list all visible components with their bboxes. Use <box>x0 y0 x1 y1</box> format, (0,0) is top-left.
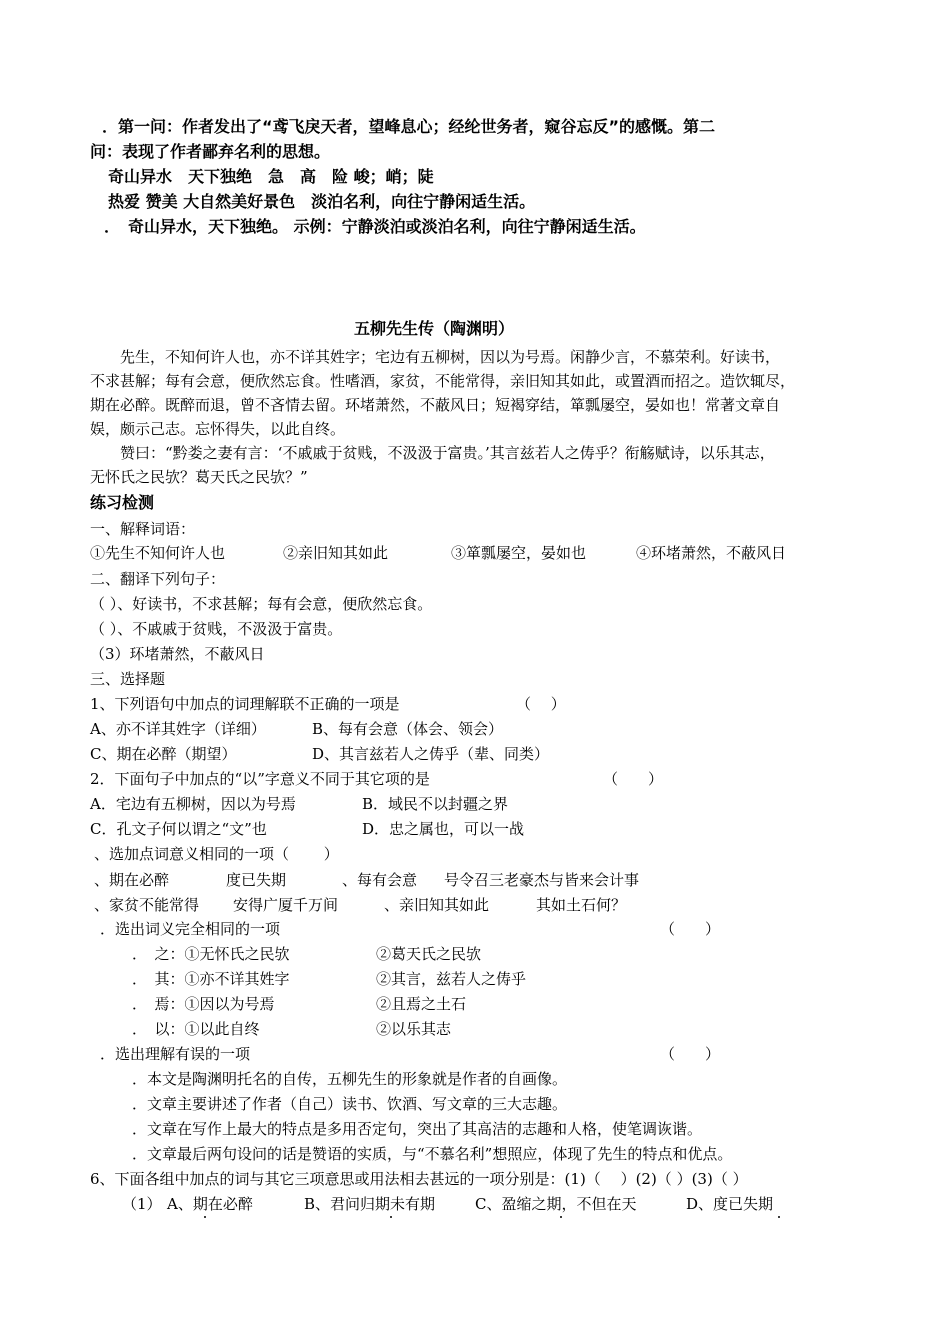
q3-row1-b: 度已失期 <box>226 871 287 889</box>
q4-option-b-2: ②其言，兹若人之俦乎 <box>376 970 527 988</box>
s2-line-2: （ ）、不戚戚于贫贱，不汲汲于富贵。 <box>90 620 343 638</box>
s1-item-1: ①先生不知何许人也 <box>90 544 226 562</box>
answer-line-1b: 问：表现了作者鄙弃名利的思想。 <box>90 142 331 161</box>
q4-option-a: ． 之：①无怀氏之民欤 <box>132 945 290 963</box>
q3-row2-c: 、亲旧知其如此 <box>384 896 490 914</box>
article-p1-line2: 不求甚解；每有会意，便欣然忘食。性嗜酒，家贫，不能常得，亲旧知其如此，或置酒而招之。造饮辄尽， <box>90 372 796 390</box>
q5-option-d: ．文章最后两句设问的话是赞语的实质，与“不慕名利”想照应，体现了先生的特点和优点。 <box>132 1145 733 1163</box>
q6-row1-num: （1） <box>122 1195 162 1213</box>
q5-option-b: ．文章主要讲述了作者（自己）读书、饮酒、写文章的三大志趣。 <box>132 1095 568 1113</box>
q2-option-a: A．宅边有五柳树，因以为号焉 <box>90 795 296 813</box>
article-p2-line1: 赞曰：“黔娄之妻有言：‘不戚戚于贫贱，不汲汲于富贵。’其言兹若人之俦乎？衔觞赋诗，以乐其志， <box>120 444 775 462</box>
q4-option-c-2: ②且焉之土石 <box>376 995 467 1013</box>
q3-row1-a: 、期在必醉 <box>94 871 170 889</box>
answer-line-2: 奇山异水 天下独绝 急 高 险 峻；峭；陡 <box>108 167 434 186</box>
q2-text: 2．下面句子中加点的“以”字意义不同于其它项的是 <box>90 770 430 788</box>
q4-option-c: ． 焉：①因以为号焉 <box>132 995 275 1013</box>
q3-row2-b: 安得广厦千万间 <box>233 896 339 914</box>
q4-text: ．选出词义完全相同的一项 <box>100 920 281 938</box>
q2-option-d: D．忠之属也，可以一战 <box>362 820 525 838</box>
emphasis-dot <box>204 1216 206 1218</box>
q4-option-d-2: ②以乐其志 <box>376 1020 452 1038</box>
q1-option-a: A、亦不详其姓字（详细） <box>90 720 266 738</box>
q6-row1-b: B、君问归期未有期 <box>304 1195 436 1213</box>
q2-option-b: B．域民不以封疆之界 <box>362 795 509 813</box>
q6-row1-c: C、盈缩之期，不但在天 <box>475 1195 637 1213</box>
q1-text: 1、下列语句中加点的词理解联不正确的一项是 <box>90 695 400 713</box>
article-title: 五柳先生传（陶渊明） <box>354 319 515 338</box>
q5-text: ．选出理解有误的一项 <box>100 1045 251 1063</box>
q4-option-a-2: ②葛天氏之民欤 <box>376 945 482 963</box>
section-3-title: 三、选择题 <box>90 670 166 688</box>
q2-option-c: C．孔文子何以谓之“文”也 <box>90 820 267 838</box>
s2-line-3: （3）环堵萧然，不蔽风日 <box>90 645 265 663</box>
q5-option-c: ．文章在写作上最大的特点是多用否定句，突出了其高洁的志趣和人格，使笔调诙谐。 <box>132 1120 703 1138</box>
q5-answer-paren: （ ） <box>660 1045 721 1063</box>
article-p1-line1: 先生，不知何许人也，亦不详其姓字；宅边有五柳树，因以为号焉。闲静少言，不慕荣利。好读书， <box>120 348 781 366</box>
q4-option-d: ． 以：①以此自终 <box>132 1020 260 1038</box>
q4-option-b: ． 其：①亦不详其姓字 <box>132 970 290 988</box>
emphasis-dot <box>390 1216 392 1218</box>
q3-row1-d: 号令召三老豪杰与皆来会计事 <box>444 871 640 889</box>
article-p1-line3: 期在必醉。既醉而退，曾不吝情去留。环堵萧然，不蔽风日；短褐穿结，箪瓢屡空，晏如也！常著文章自 <box>90 396 781 414</box>
q2-answer-paren: （ ） <box>603 770 664 788</box>
q6-row1-a: A、期在必醉 <box>167 1195 253 1213</box>
s1-item-4: ④环堵萧然，不蔽风日 <box>636 544 787 562</box>
q1-option-b: B、每有会意（体会、领会） <box>312 720 504 738</box>
emphasis-dot <box>778 1216 780 1218</box>
q3-text: 、选加点词意义相同的一项（ ） <box>94 845 339 863</box>
s2-line-1: （ ）、好读书，不求甚解；每有会意，便欣然忘食。 <box>90 595 433 613</box>
q3-row2-a: 、家贫不能常得 <box>94 896 200 914</box>
q1-option-c: C、期在必醉（期望） <box>90 745 237 763</box>
q3-row1-c: 、每有会意 <box>342 871 418 889</box>
s1-item-2: ②亲旧知其如此 <box>283 544 389 562</box>
answer-line-3: 热爱 赞美 大自然美好景色 淡泊名利，向往宁静闲适生活。 <box>108 192 536 211</box>
answer-line-1: ．第一问：作者发出了“鸢飞戾天者，望峰息心；经纶世务者，窥谷忘反”的感慨。第二 <box>102 117 716 136</box>
exercise-heading: 练习检测 <box>90 493 155 512</box>
q3-row2-d: 其如土石何？ <box>536 896 627 914</box>
q6-row1-d: D、度已失期 <box>686 1195 774 1213</box>
emphasis-dot <box>560 1216 562 1218</box>
article-p2-line2: 无怀氏之民欤？葛天氏之民欤？” <box>90 468 308 486</box>
section-1-title: 一、解释词语： <box>90 520 196 538</box>
answer-line-4: ． 奇山异水，天下独绝。 示例：宁静淡泊或淡泊名利，向往宁静闲适生活。 <box>104 217 646 236</box>
section-2-title: 二、翻译下列句子： <box>90 570 226 588</box>
s1-item-3: ③箪瓢屡空，晏如也 <box>451 544 587 562</box>
q1-option-d: D、其言兹若人之俦乎（辈、同类） <box>312 745 550 763</box>
q5-option-a: ．本文是陶渊明托名的自传，五柳先生的形象就是作者的自画像。 <box>132 1070 568 1088</box>
q1-answer-paren: （ ） <box>516 695 566 713</box>
q4-answer-paren: （ ） <box>660 920 721 938</box>
article-p1-line4: 娱，颇示己志。忘怀得失，以此自终。 <box>90 420 346 438</box>
q6-text: 6、下面各组中加点的词与其它三项意思或用法相去甚远的一项分别是：(1)（ ）(2)（ ）(3)（ ） <box>90 1170 748 1188</box>
